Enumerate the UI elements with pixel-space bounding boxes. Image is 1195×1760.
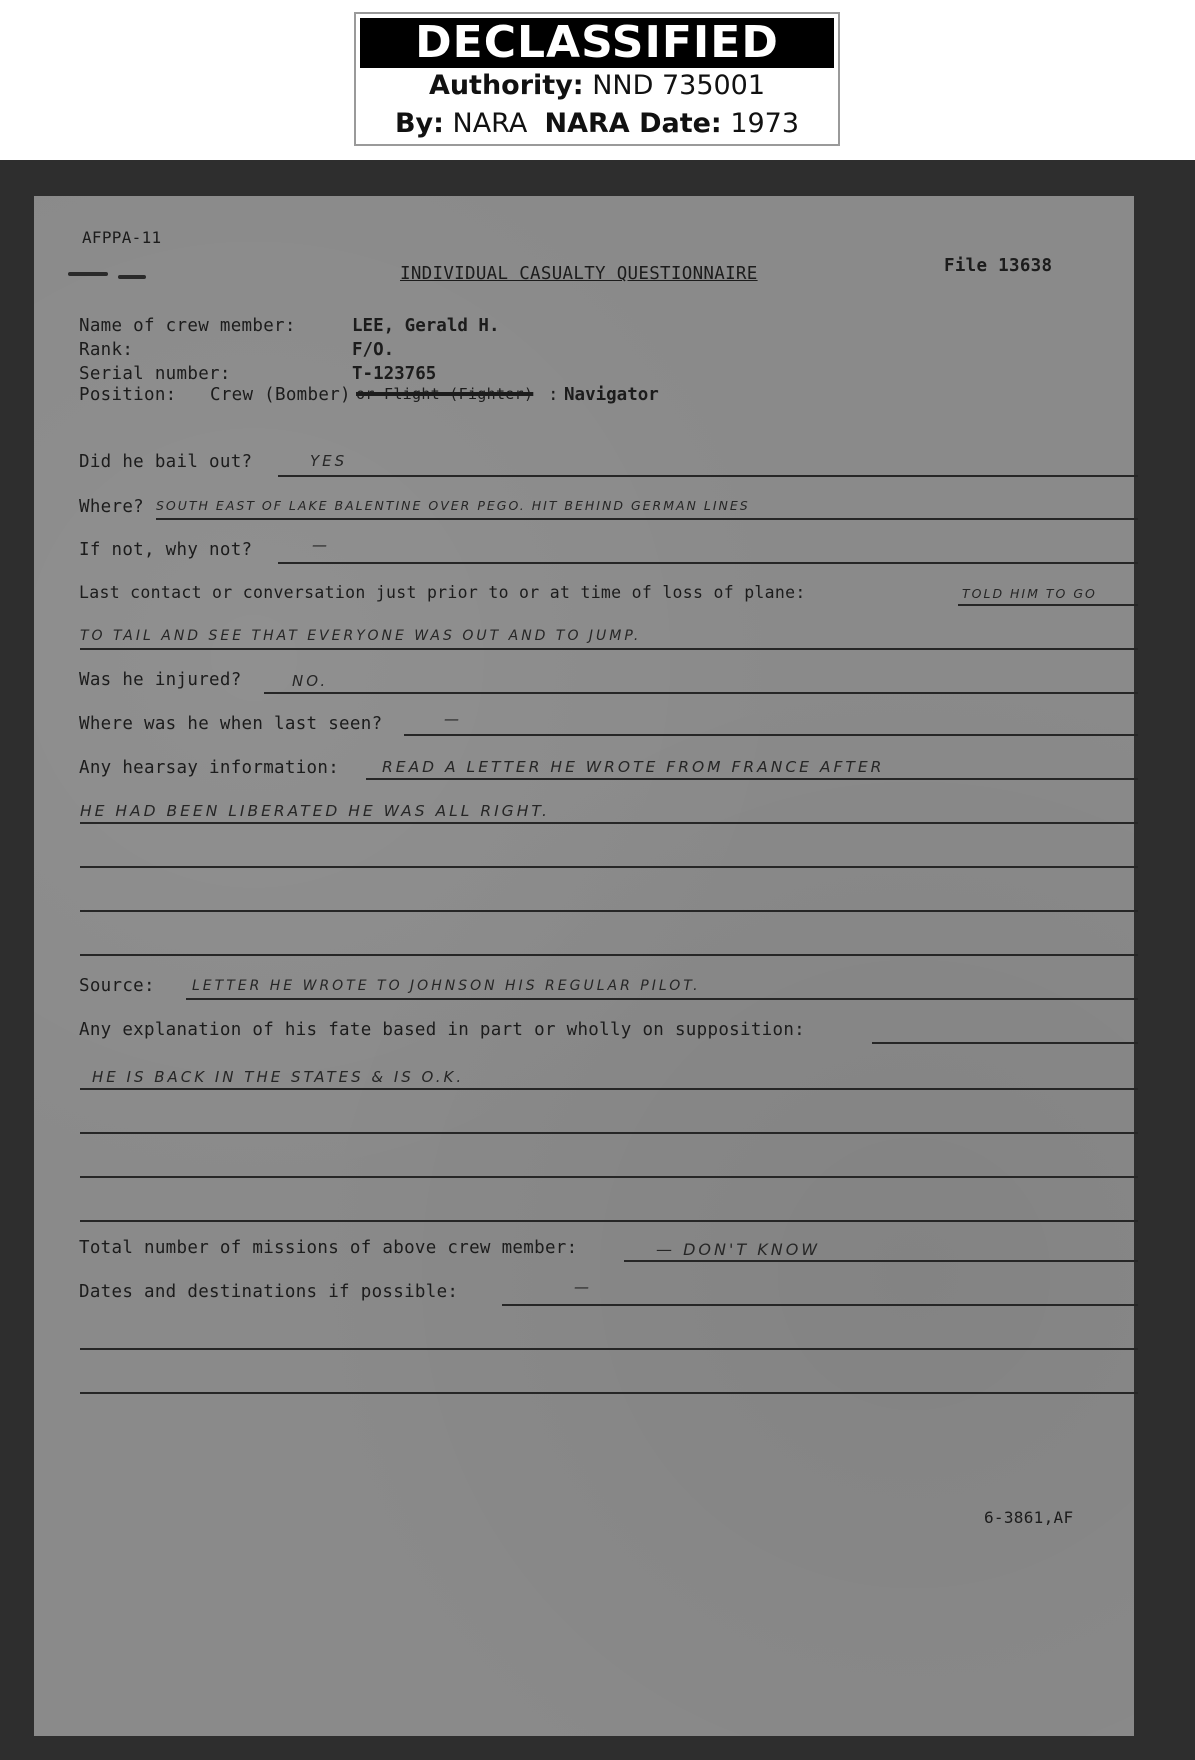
hearsay-label: Any hearsay information:	[79, 758, 340, 778]
name-value: LEE, Gerald H.	[352, 316, 500, 336]
form-id: AFPPA-11	[82, 228, 162, 247]
stamp-authority-line	[356, 70, 838, 101]
where-answer: SOUTH EAST OF LAKE BALENTINE OVER PEGO. HIT BEHIND GERMAN LINES	[156, 498, 750, 513]
source-label: Source:	[79, 976, 155, 996]
position-label: Position:	[79, 385, 177, 405]
position-crew: Crew (Bomber)	[210, 385, 351, 405]
if-not-label: If not, why not?	[79, 540, 253, 560]
source-answer: LETTER HE WROTE TO JOHNSON HIS REGULAR PILOT.	[192, 978, 701, 994]
blank-line	[80, 866, 1138, 868]
dates-label: Dates and destinations if possible:	[79, 1282, 459, 1302]
answer-line	[156, 518, 1138, 520]
missions-answer: — DON'T KNOW	[656, 1240, 821, 1259]
answer-line	[278, 475, 1138, 477]
answer-line	[404, 734, 1138, 736]
position-value: Navigator	[564, 385, 659, 405]
file-number: File 13638	[944, 256, 1053, 276]
serial-label: Serial number:	[79, 364, 231, 384]
dates-answer: —	[574, 1278, 592, 1296]
blank-line	[80, 910, 1138, 912]
blank-line	[80, 1176, 1138, 1178]
stamp-date-value: 1973	[730, 108, 800, 139]
contact-label: Last contact or conversation just prior to or at time of loss of plane:	[79, 583, 806, 602]
answer-line	[502, 1304, 1138, 1306]
stamp-by-line	[356, 108, 838, 139]
last-seen-answer: —	[444, 710, 462, 728]
explanation-answer: HE IS BACK IN THE STATES & IS O.K.	[92, 1068, 465, 1086]
bail-label: Did he bail out?	[79, 452, 253, 472]
rank-label: Rank:	[79, 340, 134, 360]
blank-line	[80, 1392, 1138, 1394]
contact-answer-1: TOLD HIM TO GO	[962, 586, 1097, 601]
answer-line	[186, 998, 1138, 1000]
answer-line	[264, 692, 1138, 694]
stamp-by-label: By:	[394, 108, 444, 139]
contact-answer-2: TO TAIL AND SEE THAT EVERYONE WAS OUT AND TO JUMP.	[80, 628, 642, 644]
position-struck-option: or Flight (Fighter)	[356, 385, 534, 403]
ink-smudge	[68, 272, 108, 276]
stamp-date-label: NARA Date:	[544, 108, 722, 139]
blank-line	[80, 1348, 1138, 1350]
stamp-heading: DECLASSIFIED	[360, 18, 834, 68]
questionnaire-page	[34, 196, 1134, 1736]
explanation-label: Any explanation of his fate based in part or wholly on supposition:	[79, 1020, 806, 1040]
blank-line	[80, 1132, 1138, 1134]
injured-label: Was he injured?	[79, 670, 242, 690]
hearsay-answer-2: HE HAD BEEN LIBERATED HE WAS ALL RIGHT.	[80, 802, 550, 820]
stamp-authority-value: NND 735001	[592, 70, 766, 101]
declassified-stamp	[354, 12, 840, 146]
stamp-by-value: NARA	[452, 108, 528, 139]
answer-line	[80, 1088, 1138, 1090]
answer-line	[278, 562, 1138, 564]
answer-line	[624, 1260, 1138, 1262]
answer-line	[872, 1042, 1138, 1044]
if-not-answer: —	[312, 536, 330, 554]
name-label: Name of crew member:	[79, 316, 296, 336]
blank-line	[80, 1220, 1138, 1222]
bail-answer: YES	[310, 452, 348, 470]
form-footer-code: 6-3861,AF	[984, 1508, 1074, 1527]
where-label: Where?	[79, 497, 145, 517]
scanned-document	[0, 160, 1195, 1760]
ink-smudge	[118, 275, 146, 279]
last-seen-label: Where was he when last seen?	[79, 714, 383, 734]
rank-value: F/O.	[352, 340, 395, 360]
missions-label: Total number of missions of above crew member:	[79, 1238, 578, 1258]
form-title: INDIVIDUAL CASUALTY QUESTIONNAIRE	[400, 264, 758, 284]
blank-line	[80, 954, 1138, 956]
stamp-authority-label: Authority:	[428, 70, 584, 101]
answer-line	[80, 822, 1138, 824]
injured-answer: NO.	[292, 672, 329, 690]
position-colon: :	[548, 385, 559, 405]
answer-line	[958, 604, 1138, 606]
hearsay-answer-1: READ A LETTER HE WROTE FROM FRANCE AFTER	[382, 758, 885, 776]
answer-line	[80, 648, 1138, 650]
serial-value: T-123765	[352, 364, 437, 384]
answer-line	[366, 778, 1138, 780]
